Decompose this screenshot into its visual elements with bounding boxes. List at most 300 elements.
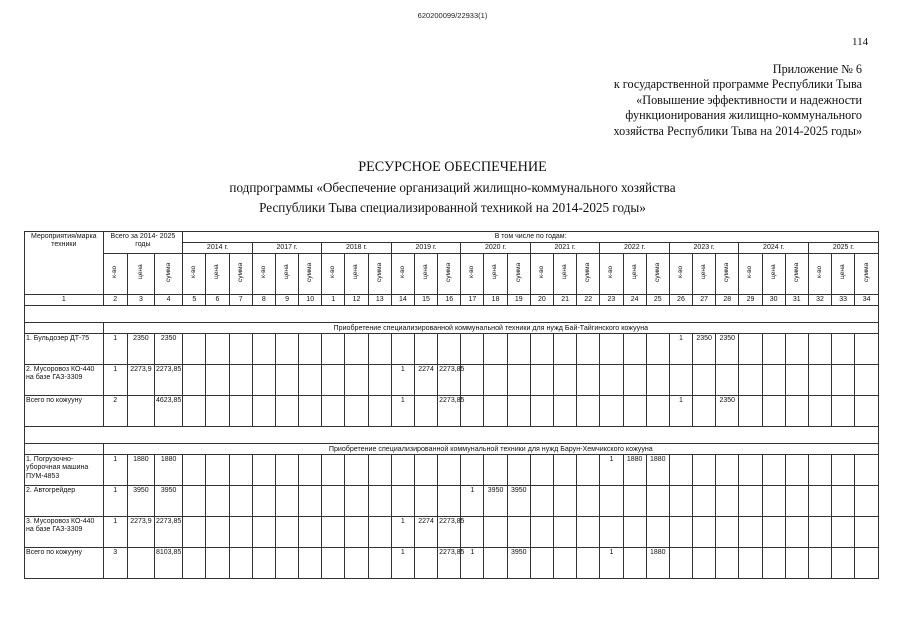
data-cell: 1 — [461, 486, 484, 517]
data-cell — [693, 365, 716, 396]
table-row — [25, 486, 879, 517]
sub-header — [530, 254, 553, 294]
data-cell — [762, 548, 785, 579]
sub-header-label: к-во — [398, 266, 406, 279]
year-header: 2018 г. — [322, 243, 392, 254]
data-cell — [739, 365, 762, 396]
data-cell — [484, 334, 507, 365]
spacer-cell — [25, 427, 879, 444]
data-cell — [206, 548, 229, 579]
appendix-line: к государственной программе Республики Тыва — [613, 77, 862, 92]
data-cell — [368, 396, 391, 427]
column-number: 23 — [600, 294, 623, 305]
column-number: 13 — [368, 294, 391, 305]
sub-header — [275, 254, 298, 294]
data-cell — [855, 365, 879, 396]
data-cell — [832, 365, 855, 396]
column-number: 24 — [623, 294, 646, 305]
spacer-cell — [25, 305, 879, 322]
col-header-by-years: В том числе по годам: — [183, 232, 879, 243]
data-cell — [484, 548, 507, 579]
data-cell — [832, 486, 855, 517]
data-cell — [808, 334, 831, 365]
data-cell: 2273,9 — [127, 365, 154, 396]
sub-header — [669, 254, 692, 294]
sub-header — [391, 254, 414, 294]
table-row — [25, 455, 879, 486]
data-cell: 1 — [103, 486, 127, 517]
data-cell: 2350 — [127, 334, 154, 365]
table-row — [25, 365, 879, 396]
data-cell — [808, 396, 831, 427]
row-name: 2. Автогрейдер — [25, 486, 104, 517]
section-name-cell — [25, 444, 104, 455]
data-cell — [183, 517, 206, 548]
section-name-cell — [25, 322, 104, 333]
resource-table — [24, 231, 879, 579]
data-cell — [530, 365, 553, 396]
sub-header — [299, 254, 322, 294]
data-cell — [206, 455, 229, 486]
data-cell — [345, 334, 368, 365]
data-cell — [252, 334, 275, 365]
data-cell — [808, 455, 831, 486]
appendix-line: функционирования жилищно-коммунального — [625, 108, 862, 123]
data-cell — [322, 334, 345, 365]
sub-header — [808, 254, 831, 294]
data-cell — [530, 548, 553, 579]
data-cell: 1 — [600, 548, 623, 579]
data-cell — [368, 365, 391, 396]
data-cell — [461, 396, 484, 427]
data-cell — [461, 334, 484, 365]
data-cell — [183, 365, 206, 396]
data-cell: 2274 — [414, 365, 437, 396]
column-number: 1 — [25, 294, 104, 305]
data-cell: 1 — [391, 365, 414, 396]
year-header: 2023 г. — [669, 243, 739, 254]
data-cell — [739, 334, 762, 365]
data-cell — [739, 396, 762, 427]
data-cell — [252, 455, 275, 486]
data-cell — [530, 517, 553, 548]
data-cell: 3950 — [507, 486, 530, 517]
spacer-row — [25, 427, 879, 444]
data-cell — [229, 365, 252, 396]
row-name: 1. Погрузочно-уборочная машина ПУМ-4853 — [25, 455, 104, 486]
sub-header — [414, 254, 437, 294]
data-cell — [855, 486, 879, 517]
data-cell — [507, 365, 530, 396]
column-number: 12 — [345, 294, 368, 305]
column-number: 14 — [391, 294, 414, 305]
data-cell — [414, 548, 437, 579]
data-cell: 1 — [103, 334, 127, 365]
data-cell — [414, 486, 437, 517]
sub-header — [646, 254, 669, 294]
column-number: 20 — [530, 294, 553, 305]
sub-header — [103, 254, 127, 294]
data-cell: 1 — [103, 455, 127, 486]
data-cell — [785, 455, 808, 486]
sub-header — [438, 254, 461, 294]
data-cell — [368, 455, 391, 486]
data-cell — [832, 517, 855, 548]
data-cell — [507, 334, 530, 365]
sub-header-label: к-во — [329, 266, 337, 279]
data-cell — [855, 455, 879, 486]
data-cell — [322, 396, 345, 427]
data-cell — [739, 517, 762, 548]
column-number: 32 — [808, 294, 831, 305]
table-row — [25, 548, 879, 579]
data-cell — [762, 334, 785, 365]
data-cell — [855, 517, 879, 548]
column-number: 30 — [762, 294, 785, 305]
data-cell: 1880 — [646, 548, 669, 579]
data-cell — [554, 517, 577, 548]
column-number: 8 — [252, 294, 275, 305]
data-cell: 1880 — [646, 455, 669, 486]
data-cell — [623, 486, 646, 517]
sub-header — [716, 254, 739, 294]
year-header: 2025 г. — [808, 243, 878, 254]
data-cell — [299, 486, 322, 517]
data-cell — [646, 396, 669, 427]
data-cell — [716, 455, 739, 486]
data-cell — [554, 455, 577, 486]
data-cell — [739, 486, 762, 517]
data-cell — [530, 334, 553, 365]
sub-header-label: цена — [560, 265, 568, 280]
data-cell: 1 — [669, 334, 692, 365]
data-cell — [785, 486, 808, 517]
data-cell: 2350 — [716, 334, 739, 365]
sub-header-label: цена — [213, 265, 221, 280]
sub-header — [577, 254, 600, 294]
data-cell: 2350 — [716, 396, 739, 427]
data-cell — [206, 517, 229, 548]
sub-header-label: сумма — [792, 262, 800, 283]
data-cell — [484, 396, 507, 427]
data-cell — [368, 517, 391, 548]
data-cell — [275, 334, 298, 365]
data-cell — [275, 486, 298, 517]
sub-header — [484, 254, 507, 294]
table-row — [25, 396, 879, 427]
sub-header — [322, 254, 345, 294]
sub-header-label: цена — [839, 265, 847, 280]
column-number: 7 — [229, 294, 252, 305]
data-cell — [275, 517, 298, 548]
sub-header — [368, 254, 391, 294]
data-cell — [345, 396, 368, 427]
data-cell — [322, 365, 345, 396]
data-cell — [762, 517, 785, 548]
data-cell: 3950 — [484, 486, 507, 517]
data-cell — [322, 548, 345, 579]
sub-header — [623, 254, 646, 294]
row-name: 1. Бульдозер ДТ-75 — [25, 334, 104, 365]
section-row — [25, 322, 879, 333]
col-header-total: Всего за 2014- 2025 годы — [103, 232, 183, 254]
column-number: 29 — [739, 294, 762, 305]
data-cell — [554, 365, 577, 396]
data-cell — [554, 334, 577, 365]
data-cell — [855, 334, 879, 365]
data-cell: 4623,85 — [155, 396, 183, 427]
data-cell — [368, 548, 391, 579]
document-subtitle: Республики Тыва специализированной техникой на 2014-2025 годы» — [259, 200, 646, 215]
data-cell: 2273,85 — [438, 365, 461, 396]
data-cell — [600, 396, 623, 427]
data-cell — [299, 334, 322, 365]
data-cell — [206, 486, 229, 517]
data-cell — [345, 455, 368, 486]
column-number: 4 — [155, 294, 183, 305]
sub-header-label: сумма — [514, 262, 522, 283]
sub-header — [855, 254, 879, 294]
data-cell — [391, 486, 414, 517]
column-number: 9 — [275, 294, 298, 305]
data-cell — [808, 486, 831, 517]
data-cell — [716, 486, 739, 517]
column-number: 34 — [855, 294, 879, 305]
data-cell: 1880 — [127, 455, 154, 486]
data-cell — [739, 455, 762, 486]
data-cell — [127, 396, 154, 427]
sub-header-label: к-во — [815, 266, 823, 279]
data-cell — [832, 396, 855, 427]
sub-header-label: цена — [352, 265, 360, 280]
data-cell: 8103,85 — [155, 548, 183, 579]
sub-header — [762, 254, 785, 294]
data-cell — [669, 517, 692, 548]
data-cell — [646, 334, 669, 365]
data-cell — [808, 365, 831, 396]
data-cell — [183, 455, 206, 486]
appendix-line: Приложение № 6 — [772, 62, 862, 76]
data-cell: 2273,85 — [155, 365, 183, 396]
col-header-event: Мероприятия/марка техники — [25, 232, 104, 295]
data-cell — [554, 486, 577, 517]
sub-header — [507, 254, 530, 294]
spacer-row — [25, 305, 879, 322]
data-cell — [484, 455, 507, 486]
data-cell — [530, 486, 553, 517]
sub-header — [554, 254, 577, 294]
data-cell — [762, 486, 785, 517]
data-cell: 2273,85 — [438, 396, 461, 427]
data-cell — [345, 365, 368, 396]
data-cell — [206, 396, 229, 427]
column-numbers-row — [25, 294, 879, 305]
sub-header — [832, 254, 855, 294]
data-cell: 1880 — [623, 455, 646, 486]
row-name: Всего по кожууну — [25, 548, 104, 579]
appendix-heading — [614, 62, 862, 139]
data-cell — [623, 365, 646, 396]
data-cell — [646, 365, 669, 396]
data-cell — [762, 365, 785, 396]
data-cell — [577, 486, 600, 517]
data-cell — [461, 455, 484, 486]
data-cell — [785, 396, 808, 427]
sub-header-label: цена — [630, 265, 638, 280]
data-cell — [507, 517, 530, 548]
appendix-line: хозяйства Республики Тыва на 2014-2025 годы» — [613, 123, 862, 138]
sub-header-label: цена — [491, 265, 499, 280]
data-cell — [739, 548, 762, 579]
column-number: 18 — [484, 294, 507, 305]
sub-header — [600, 254, 623, 294]
sub-header — [183, 254, 206, 294]
data-cell — [762, 396, 785, 427]
data-cell — [554, 548, 577, 579]
header-row — [25, 232, 879, 243]
data-cell — [693, 548, 716, 579]
data-cell — [646, 517, 669, 548]
year-header: 2020 г. — [461, 243, 531, 254]
data-cell — [832, 548, 855, 579]
data-cell — [183, 486, 206, 517]
sub-header — [206, 254, 229, 294]
column-number: 1 — [322, 294, 345, 305]
year-header: 2024 г. — [739, 243, 809, 254]
sub-header-label: цена — [700, 265, 708, 280]
data-cell — [368, 486, 391, 517]
sub-header — [127, 254, 154, 294]
sub-header-label: к-во — [607, 266, 615, 279]
sub-header-label: сумма — [862, 262, 870, 283]
data-cell — [229, 486, 252, 517]
sub-header-label: к-во — [468, 266, 476, 279]
row-name: Всего по кожууну — [25, 396, 104, 427]
sub-header-label: сумма — [236, 262, 244, 283]
data-cell — [669, 455, 692, 486]
data-cell — [275, 365, 298, 396]
data-cell — [669, 548, 692, 579]
data-cell: 1 — [391, 548, 414, 579]
data-cell — [832, 334, 855, 365]
sub-header — [785, 254, 808, 294]
column-number: 31 — [785, 294, 808, 305]
data-cell — [484, 365, 507, 396]
data-cell: 1 — [669, 396, 692, 427]
data-cell — [461, 517, 484, 548]
sub-header-label: к-во — [746, 266, 754, 279]
data-cell — [600, 486, 623, 517]
column-number: 27 — [693, 294, 716, 305]
year-header: 2017 г. — [252, 243, 322, 254]
data-cell — [623, 517, 646, 548]
column-number: 33 — [832, 294, 855, 305]
sub-header-label: к-во — [676, 266, 684, 279]
data-cell — [577, 455, 600, 486]
data-cell — [785, 365, 808, 396]
sub-header-label: к-во — [259, 266, 267, 279]
data-cell: 2273,85 — [155, 517, 183, 548]
page-number: 114 — [852, 36, 869, 48]
data-cell — [183, 548, 206, 579]
data-cell — [229, 517, 252, 548]
row-name: 2. Мусоровоз КО-440 на базе ГАЗ-3309 — [25, 365, 104, 396]
data-cell: 2350 — [155, 334, 183, 365]
data-cell — [855, 396, 879, 427]
column-number: 5 — [183, 294, 206, 305]
data-cell — [345, 548, 368, 579]
column-number: 28 — [716, 294, 739, 305]
data-cell — [693, 455, 716, 486]
year-header: 2014 г. — [183, 243, 253, 254]
data-cell — [299, 365, 322, 396]
data-cell: 3950 — [127, 486, 154, 517]
data-cell: 2273,85 — [438, 548, 461, 579]
data-cell — [484, 517, 507, 548]
column-number: 10 — [299, 294, 322, 305]
data-cell — [229, 396, 252, 427]
data-cell — [832, 455, 855, 486]
data-cell — [183, 334, 206, 365]
data-cell — [577, 396, 600, 427]
data-cell — [368, 334, 391, 365]
data-cell — [693, 486, 716, 517]
data-cell — [414, 455, 437, 486]
data-cell — [299, 396, 322, 427]
document-subtitle: подпрограммы «Обеспечение организаций жилищно-коммунального хозяйства — [229, 180, 676, 195]
data-cell — [577, 517, 600, 548]
data-cell — [438, 334, 461, 365]
table-row — [25, 517, 879, 548]
sub-header — [252, 254, 275, 294]
data-cell — [669, 486, 692, 517]
sub-header-label: к-во — [537, 266, 545, 279]
data-cell — [577, 548, 600, 579]
data-cell — [438, 486, 461, 517]
data-cell — [322, 486, 345, 517]
data-cell — [577, 365, 600, 396]
data-cell — [623, 334, 646, 365]
sub-header-label: цена — [282, 265, 290, 280]
data-cell — [669, 365, 692, 396]
document-title: РЕСУРСНОЕ ОБЕСПЕЧЕНИЕ — [358, 159, 547, 175]
data-cell — [785, 548, 808, 579]
section-title: Приобретение специализированной коммунальной техники для нужд Барун-Хемчикского кожууна — [103, 444, 878, 455]
data-cell — [438, 455, 461, 486]
data-cell — [577, 334, 600, 365]
data-cell: 1880 — [155, 455, 183, 486]
data-cell — [414, 334, 437, 365]
data-cell: 2273,9 — [127, 517, 154, 548]
data-cell — [206, 365, 229, 396]
data-cell — [299, 517, 322, 548]
sub-header-label: сумма — [584, 262, 592, 283]
column-number: 16 — [438, 294, 461, 305]
data-cell: 1 — [391, 517, 414, 548]
data-cell — [275, 396, 298, 427]
data-cell — [600, 365, 623, 396]
data-cell — [855, 548, 879, 579]
data-cell — [600, 517, 623, 548]
data-cell — [646, 486, 669, 517]
sub-header-label: сумма — [164, 262, 172, 283]
data-cell — [127, 548, 154, 579]
sub-header — [461, 254, 484, 294]
data-cell — [808, 517, 831, 548]
sub-header-label: сумма — [723, 262, 731, 283]
document-code: 620200099/22933(1) — [417, 11, 488, 20]
data-cell: 3950 — [507, 548, 530, 579]
